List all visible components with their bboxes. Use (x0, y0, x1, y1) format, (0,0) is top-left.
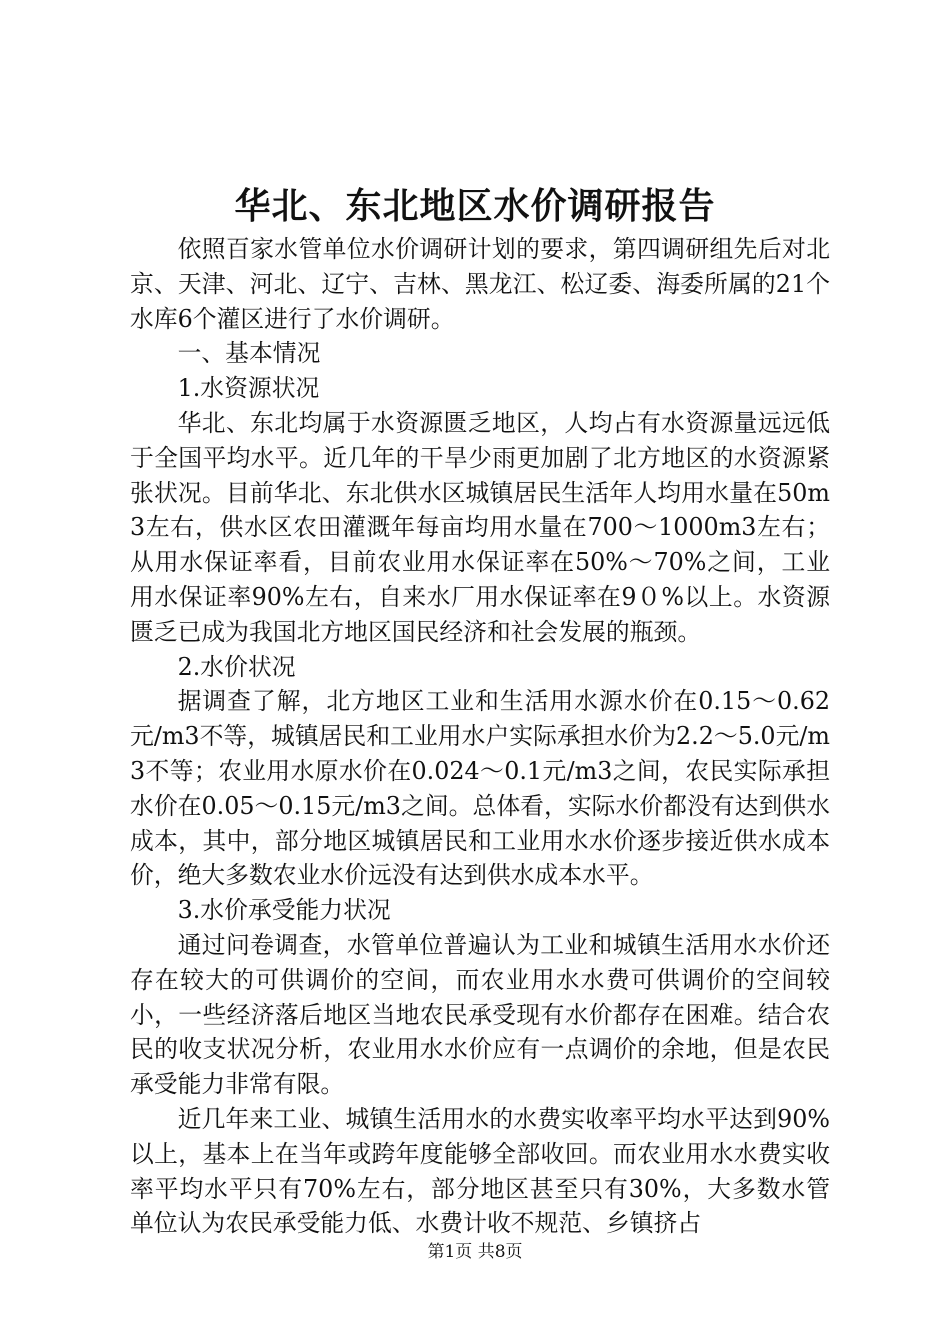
document-body (130, 232, 830, 1241)
water-price-paragraph: 据调查了解，北方地区工业和生活用水源水价在0.15～0.62元/m3不等，城镇居民和工业用水户实际承担水价为2.2～5.0元/m3不等；农业用水原水价在0.024～0.1元/m3之间，农民实际承担水价在0.05～0.15元/m3之间。总体看，实际水价都没有达到供水成本，其中，部分地区城镇居民和工业用水水价逐步接近供水成本价，绝大多数农业水价远没有达到供水成本水平。 (130, 687, 830, 890)
document-title: 华北、东北地区水价调研报告 (234, 186, 716, 227)
collection-rate-paragraph: 近几年来工业、城镇生活用水的水费实收率平均水平达到90%以上，基本上在当年或跨年度能够全部收回。而农业用水水费实收率平均水平只有70%左右，部分地区甚至只有30%，大多数水管单位认为农民承受能力低、水费计收不规范、乡镇挤占 (130, 1104, 830, 1238)
section-heading-basic-situation: 一、基本情况 (177, 339, 321, 368)
subsection-heading-affordability: 3.水价承受能力状况 (177, 896, 391, 925)
water-resources-paragraph: 华北、东北均属于水资源匮乏地区，人均占有水资源量远远低于全国平均水平。近几年的干旱少雨更加剧了北方地区的水资源紧张状况。目前华北、东北供水区城镇居民生活年人均用水量在50m3左右，供水区农田灌溉年每亩均用水量在700～1000m3左右；从用水保证率看，目前农业用水保证率在50%～70%之间，工业用水保证率90%左右，自来水厂用水保证率在9０%以上。水资源匮乏已成为我国北方地区国民经济和社会发展的瓶颈。 (130, 408, 830, 646)
subsection-heading-water-price: 2.水价状况 (177, 652, 296, 681)
affordability-paragraph: 通过问卷调查，水管单位普遍认为工业和城镇生活用水水价还存在较大的可供调价的空间，而农业用水水费可供调价的空间较小，一些经济落后地区当地农民承受现有水价都存在困难。结合农民的收支状况分析，农业用水水价应有一点调价的余地，但是农民承受能力非常有限。 (130, 930, 830, 1099)
page-footer: 第1页 共8页 (427, 1242, 523, 1262)
intro-paragraph: 依照百家水管单位水价调研计划的要求，第四调研组先后对北京、天津、河北、辽宁、吉林、黑龙江、松辽委、海委所属的21个水库6个灌区进行了水价调研。 (130, 235, 830, 333)
subsection-heading-water-resources: 1.水资源状况 (177, 374, 320, 403)
